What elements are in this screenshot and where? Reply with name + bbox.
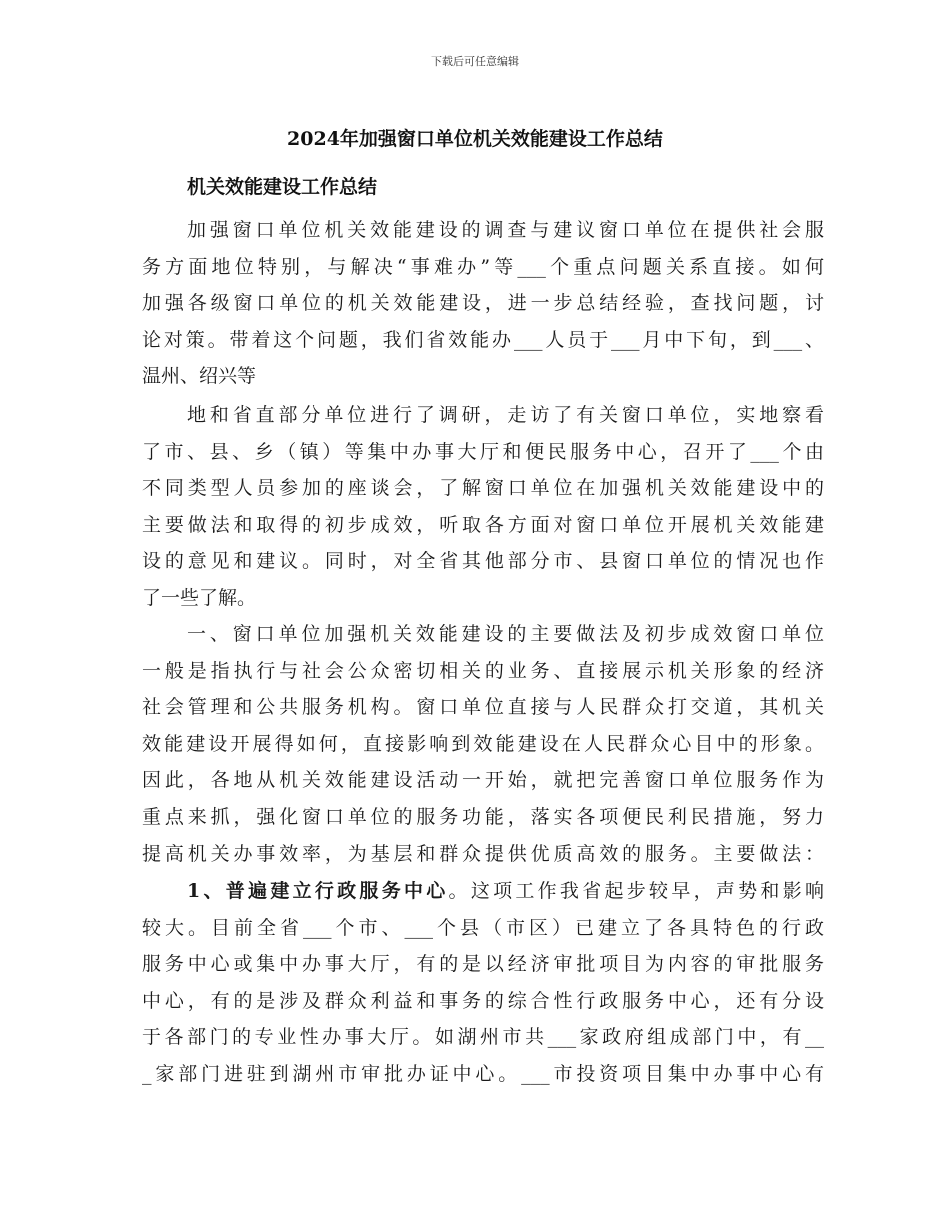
text-line: 重点来抓，强化窗口单位的服务功能，落实各项便民利民措施，努力: [142, 805, 824, 828]
text-line: 论对策。带着这个问题，我们省效能办___人员于___月中下旬，到___、: [142, 328, 824, 351]
text-line: 一般是指执行与社会公众密切相关的业务、直接展示机关形象的经济: [142, 659, 824, 682]
text-line: 了市、县、乡（镇）等集中办事大厅和便民服务中心，召开了___个由: [142, 440, 824, 463]
text-line: 务方面地位特别，与解决“事难办”等___个重点问题关系直接。如何: [142, 255, 824, 278]
text-line: 加强窗口单位机关效能建设的调查与建议窗口单位在提供社会服: [187, 219, 824, 241]
text-line: 加强各级窗口单位的机关效能建设，进一步总结经验，查找问题，讨: [142, 292, 824, 315]
text-span: 。这项工作我省起步较早，声势和影响: [448, 880, 824, 902]
text-line: 主要做法和取得的初步成效，听取各方面对窗口单位开展机关效能建: [142, 513, 824, 536]
text-line: 较大。目前全省___个市、___个县（市区）已建立了各具特色的行政: [142, 916, 824, 939]
header-note: 下载后可任意编辑: [431, 55, 519, 68]
paragraph-1: [142, 212, 824, 395]
text-line: 社会管理和公共服务机构。窗口单位直接与人民群众打交道，其机关: [142, 696, 824, 719]
text-line: 了一些了解。: [142, 586, 257, 609]
document-subtitle: 机关效能建设工作总结: [187, 176, 378, 198]
paragraph-3: [142, 616, 824, 872]
text-line: [142, 873, 824, 910]
text-line: 于各部门的专业性办事大厅。如湖州市共___家政府组成部门中，有__: [142, 1026, 824, 1049]
text-line: 提高机关办事效率，为基层和群众提供优质高效的服务。主要做法：: [142, 842, 824, 865]
paragraph-2: [142, 397, 824, 617]
text-line: _家部门进驻到湖州市审批办证中心。___市投资项目集中办事中心有: [142, 1062, 824, 1085]
text-line: 一、窗口单位加强机关效能建设的主要做法及初步成效窗口单位: [187, 623, 824, 645]
text-line: 效能建设开展得如何，直接影响到效能建设在人民群众心目中的形象。: [142, 732, 824, 755]
text-line: 因此，各地从机关效能建设活动一开始，就把完善窗口单位服务作为: [142, 769, 824, 792]
text-line: 不同类型人员参加的座谈会，了解窗口单位在加强机关效能建设中的: [142, 477, 824, 500]
text-line: 服务中心或集中办事大厅，有的是以经济审批项目为内容的审批服务: [142, 953, 824, 976]
text-line: 温州、绍兴等: [142, 365, 257, 388]
text-line: 中心，有的是涉及群众利益和事务的综合性行政服务中心，还有分设: [142, 989, 824, 1012]
text-line: 设的意见和建议。同时，对全省其他部分市、县窗口单位的情况也作: [142, 550, 824, 573]
text-line: 地和省直部分单位进行了调研，走访了有关窗口单位，实地察看: [187, 404, 824, 426]
section-heading: 1、普遍建立行政服务中心: [187, 880, 449, 902]
paragraph-4: [142, 873, 824, 1093]
document-title: 2024年加强窗口单位机关效能建设工作总结: [287, 128, 663, 150]
